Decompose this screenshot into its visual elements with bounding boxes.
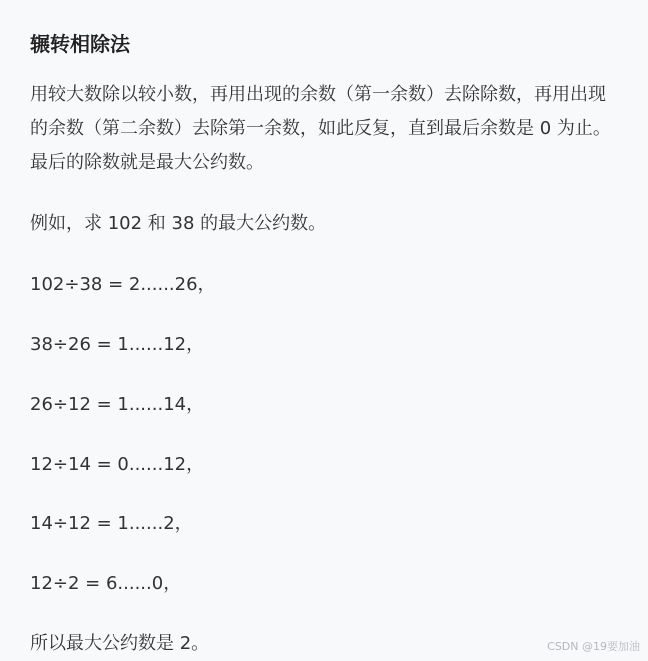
calculation-step-2: 38÷26 = 1......12，	[30, 334, 205, 355]
calculation-step-4: 12÷14 = 0......12，	[30, 454, 205, 475]
conclusion-text: 所以最大公约数是 2。	[30, 633, 210, 654]
article-title: 辗转相除法	[30, 32, 130, 56]
calculation-step-1: 102÷38 = 2......26，	[30, 274, 216, 295]
calculation-step-5: 14÷12 = 1......2，	[30, 513, 193, 534]
example-question: 例如，求 102 和 38 的最大公约数。	[30, 213, 327, 234]
algorithm-description: 用较大数除以较小数，再用出现的余数（第一余数）去除除数，再用出现的余数（第二余数）去除第一余数，如此反复，直到最后余数是 0 为止。最后的除数就是最大公约数。	[30, 84, 611, 173]
calculation-step-3: 26÷12 = 1......14，	[30, 394, 205, 415]
calculation-step-6: 12÷2 = 6......0，	[30, 573, 182, 594]
source-watermark: CSDN @19要加油	[547, 640, 640, 653]
